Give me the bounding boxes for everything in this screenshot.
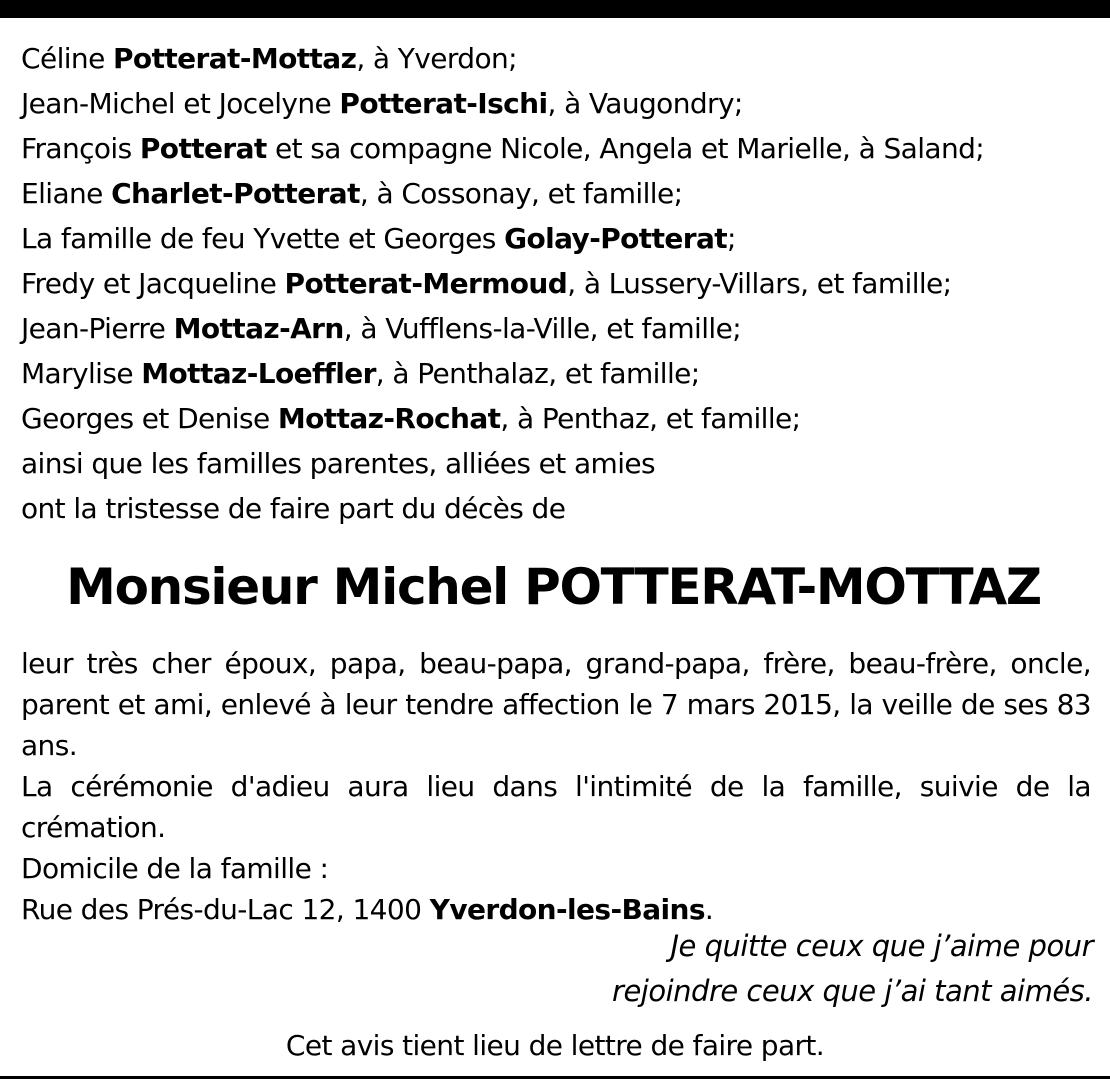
family-line: Marylise Mottaz-Loeffler, à Penthalaz, et famille;: [21, 357, 700, 390]
quote-line: Je quitte ceux que j’aime pour: [670, 929, 1093, 963]
family-line: Eliane Charlet-Potterat, à Cossonay, et famille;: [21, 177, 683, 210]
domicile-address: Rue des Prés-du-Lac 12, 1400 Yverdon-les-Bains.: [21, 893, 714, 926]
family-list: [21, 36, 1091, 531]
family-line: Jean-Michel et Jocelyne Potterat-Ischi, à Vaugondry;: [21, 87, 743, 120]
obituary-notice: [21, 36, 1091, 930]
quote-line: rejoindre ceux que j’ai tant aimés.: [612, 974, 1093, 1008]
top-rule: [0, 0, 1110, 18]
family-line: Céline Potterat-Mottaz, à Yverdon;: [21, 42, 517, 75]
domicile-label: Domicile de la famille :: [21, 852, 329, 885]
deceased-name: Monsieur Michel POTTERAT-MOTTAZ: [66, 558, 1041, 616]
ceremony-paragraph: La cérémonie d'adieu aura lieu dans l'intimité de la famille, suivie de la crémation.: [21, 770, 1091, 844]
closing-quote: [612, 924, 1093, 1014]
family-line: Jean-Pierre Mottaz-Arn, à Vufflens-la-Ville, et famille;: [21, 312, 742, 345]
family-line: Georges et Denise Mottaz-Rochat, à Penthaz, et famille;: [21, 402, 801, 435]
description-paragraph: leur très cher époux, papa, beau-papa, grand-papa, frère, beau-frère, oncle, parent et ami, enlevé à leur tendre affection le 7 mars 2015, la veille de ses 83 ans.: [21, 647, 1091, 762]
family-line: François Potterat et sa compagne Nicole, Angela et Marielle, à Saland;: [21, 132, 985, 165]
footer-note: Cet avis tient lieu de lettre de faire part.: [285, 1029, 825, 1062]
intro-line: ont la tristesse de faire part du décès de: [21, 492, 566, 525]
family-line: Fredy et Jacqueline Potterat-Mermoud, à Lussery-Villars, et famille;: [21, 267, 952, 300]
intro-line: ainsi que les familles parentes, alliées et amies: [21, 447, 656, 480]
bottom-rule: [0, 1076, 1110, 1079]
family-line: La famille de feu Yvette et Georges Golay-Potterat;: [21, 222, 736, 255]
